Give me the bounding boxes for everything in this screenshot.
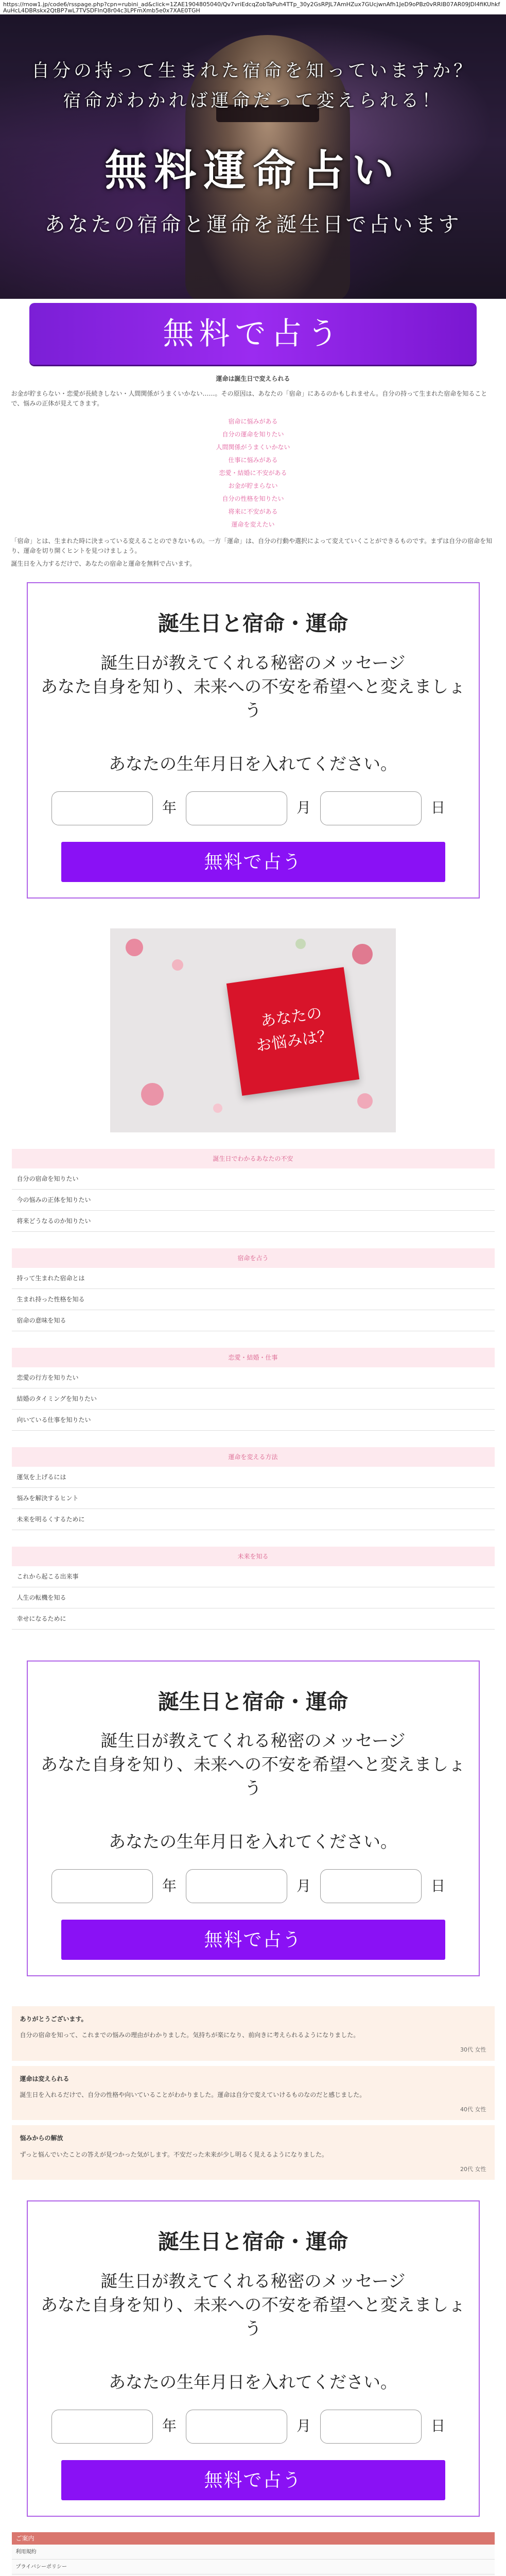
review-meta: 30代 女性 [460,2046,486,2054]
footer-header: ご案内 [12,2532,495,2545]
url-bar[interactable]: https://rnow1.jp/code6/rsspage.php?cpn=rubini_ad&click=1ZAE1904805040/Qv7vriEdcqZobTaPuh4TTp_30y2GsRPJL7AmHZux7GUcjwnAfh1JeD9oPBz0vRRIB07AR09JDl4fiKUhkfAuHcL4DBRskx2QtBP7wL7TVSDFInQ8r04c3LPFmXmb5e0x7XAE0TGH [3,1,500,14]
intro-paragraph: お金が貯まらない・恋愛が長続きしない・人間関係がうまくいかない……。その原因は、あなたの「宿命」にあるのかもしれません。自分の持って生まれた宿命を知ることで、悩みの正体が見えてきます。 [11,390,487,408]
card-caption-line: あなたの [259,1004,323,1030]
form-title: 誕生日と宿命・運命 [158,2229,348,2255]
review-body: 自分の宿命を知って、これまでの悩みの理由がわかりました。気持ちが楽になり、前向きに考えられるようになりました。 [20,2031,360,2039]
intro-paragraph: 誕生日を入力するだけで、あなたの宿命と運命を無料で占います。 [11,560,196,567]
worry-item: 運命を変えたい [231,520,275,528]
form-subtitle [38,1729,468,1800]
section-header: 運命を変える方法 [12,1447,495,1467]
hero-line-2: 宿命がわかれば運命だって変えられる！ [63,91,443,111]
birthday-form [27,582,480,898]
hero-cta-button[interactable]: 無料で占う [29,303,477,365]
form-title: 誕生日と宿命・運命 [158,611,348,636]
rose-decoration [295,939,306,949]
worry-item: 自分の性格を知りたい [222,495,284,502]
review-title: 悩みからの解放 [20,2134,63,2142]
month-select[interactable] [186,791,287,825]
review-meta: 40代 女性 [460,2106,486,2113]
submit-button[interactable]: 無料で占う [61,842,445,882]
hero-banner [0,14,506,299]
review-title: 運命は変えられる [20,2075,69,2082]
form-subtitle [38,2269,468,2341]
year-unit: 年 [162,799,177,817]
rose-decoration [172,959,183,971]
list-item: 未来を明るくするために [12,1509,495,1530]
list-item: 宿命の意味を知る [12,1310,495,1331]
year-select[interactable] [51,1869,153,1903]
list-item: これから起こる出来事 [12,1566,495,1587]
topic-section [12,1547,495,1630]
list-item: 運気を上げるには [12,1467,495,1488]
form-subtitle-line: あなた自身を知り、未来への不安を希望へと変えましょう [41,676,465,720]
footer-link[interactable] [12,2574,495,2576]
birthdate-row [38,2410,468,2444]
birthdate-row [38,791,468,825]
month-unit: 月 [296,1877,311,1894]
year-unit: 年 [162,2417,177,2435]
review-card [12,2125,495,2180]
review-body: ずっと悩んでいたことの答えが見つかった気がします。不安だった未来が少し明るく見えるようになりました。 [20,2150,328,2158]
worry-item: 仕事に悩みがある [228,456,278,464]
topic-section [12,1248,495,1331]
form-subtitle-line: あなた自身を知り、未来への不安を希望へと変えましょう [41,2294,465,2338]
list-item: 人生の転機を知る [12,1587,495,1608]
list-item: 持って生まれた宿命とは [12,1268,495,1289]
worry-item: お金が貯まらない [228,482,278,489]
submit-button[interactable]: 無料で占う [61,2460,445,2500]
section-header: 誕生日でわかるあなたの不安 [12,1149,495,1168]
form-subtitle-line: 誕生日が教えてくれる秘密のメッセージ [100,2270,406,2291]
birthday-form [27,1660,480,1976]
hero-title: 無料運命占い [104,146,402,195]
form-title: 誕生日と宿命・運命 [158,1689,348,1714]
topic-section [12,1348,495,1431]
reviews-section [12,2006,495,2180]
birthday-form [27,2200,480,2516]
form-prompt: あなたの生年月日を入れてください。 [109,753,397,774]
month-unit: 月 [296,2417,311,2435]
worry-item: 宿命に悩みがある [228,417,278,425]
worry-item: 将来に不安がある [228,507,278,515]
review-title: ありがとうございます。 [20,2015,88,2023]
hero-line-1: 自分の持って生まれた宿命を知っていますか？ [31,61,475,81]
footer [12,2532,495,2576]
topic-section [12,1149,495,1232]
card-caption-line: お悩みは？ [255,1026,334,1055]
rose-decoration [141,1083,164,1106]
worry-list [11,415,495,531]
form-subtitle [38,651,468,722]
birthdate-row [38,1869,468,1903]
review-body: 誕生日を入れるだけで、自分の性格や向いていることがわかりました。運命は自分で変えていけるものなのだと感じました。 [20,2091,366,2098]
day-select[interactable] [320,1869,422,1903]
form-subtitle-line: あなた自身を知り、未来への不安を希望へと変えましょう [41,1754,465,1799]
form-prompt: あなたの生年月日を入れてください。 [109,1832,397,1852]
list-item: 結婚のタイミングを知りたい [12,1388,495,1410]
form-subtitle-line: 誕生日が教えてくれる秘密のメッセージ [100,1731,406,1751]
month-select[interactable] [186,1869,287,1903]
intro-title: 運命は誕生日で変えられる [216,375,290,382]
list-item: 向いている仕事を知りたい [12,1410,495,1431]
intro-paragraph: 「宿命」とは、生まれた時に決まっている変えることのできないもの。一方「運命」は、自分の行動や選択によって変えていくことができるものです。まずは自分の宿命を知り、運命を切り開くヒントを見つけましょう。 [11,537,493,554]
day-select[interactable] [320,2410,422,2444]
hero-subtitle: あなたの宿命と運命を誕生日で占います [44,213,462,236]
worry-item: 自分の運命を知りたい [222,430,284,438]
day-select[interactable] [320,791,422,825]
year-unit: 年 [162,1877,177,1894]
footer-link[interactable]: プライバシーポリシー [12,2560,495,2574]
worry-item: 人間関係がうまくいかない [216,443,290,451]
section-header: 未来を知る [12,1547,495,1566]
month-unit: 月 [296,799,311,817]
year-select[interactable] [51,2410,153,2444]
rose-decoration [352,944,373,964]
roses-photo [110,928,396,1132]
intro-section [11,374,495,569]
year-select[interactable] [51,791,153,825]
submit-button[interactable]: 無料で占う [61,1920,445,1960]
list-item: 今の悩みの正体を知りたい [12,1190,495,1211]
list-item: 自分の宿命を知りたい [12,1168,495,1190]
list-item: 恋愛の行方を知りたい [12,1367,495,1388]
rose-decoration [126,939,143,956]
list-item: 悩みを解決するヒント [12,1488,495,1509]
month-select[interactable] [186,2410,287,2444]
form-subtitle-line: 誕生日が教えてくれる秘密のメッセージ [100,652,406,673]
footer-link[interactable]: 利用規約 [12,2545,495,2560]
rose-decoration [357,1093,373,1109]
review-card [12,2006,495,2061]
list-item: 生まれ持った性格を知る [12,1289,495,1310]
section-header: 宿命を占う [12,1248,495,1268]
day-unit: 日 [431,2417,446,2435]
section-header: 恋愛・結婚・仕事 [12,1348,495,1367]
day-unit: 日 [431,1877,446,1894]
review-meta: 20代 女性 [460,2165,486,2173]
list-item: 将来どうなるのか知りたい [12,1211,495,1232]
worry-item: 恋愛・結婚に不安がある [219,469,287,477]
review-card [12,2066,495,2121]
topic-section [12,1447,495,1530]
day-unit: 日 [431,799,446,817]
rose-decoration [213,1104,222,1113]
form-prompt: あなたの生年月日を入れてください。 [109,2371,397,2392]
list-item: 幸せになるために [12,1608,495,1630]
